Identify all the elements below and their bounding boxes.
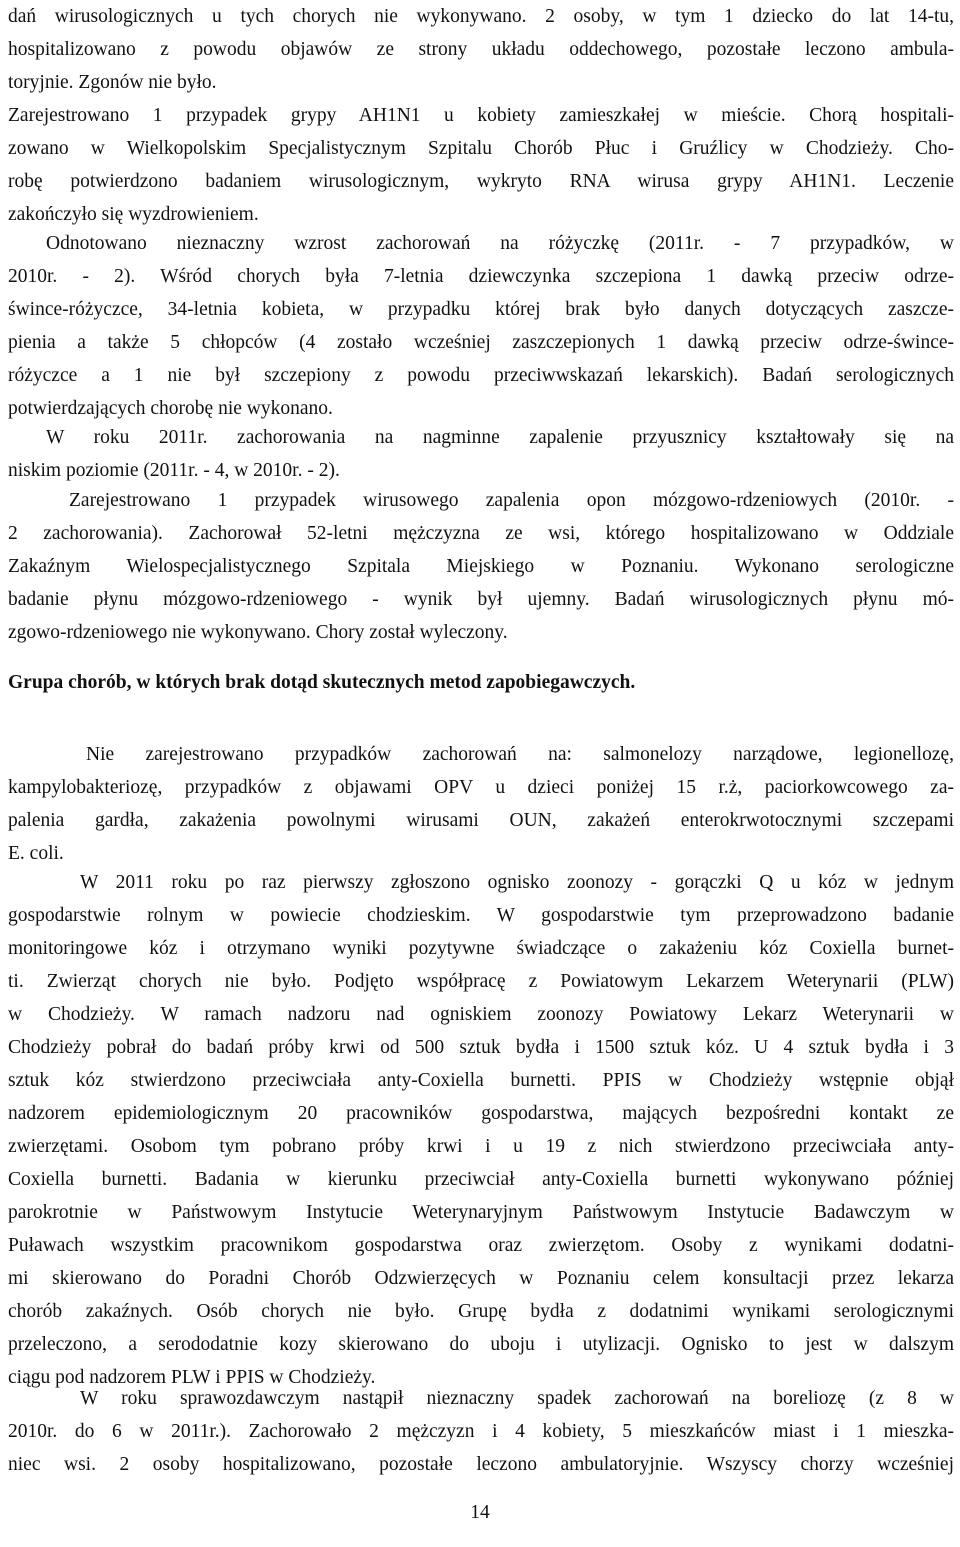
text-line: W roku sprawozdawczym nastąpił nieznaczny spadek zachorowań na boreliozę (z 8 w bbox=[80, 1388, 954, 1409]
text-line: mi skierowano do Poradni Chorób Odzwierzęcych w Poznaniu celem konsultacji przez lekarza bbox=[8, 1268, 954, 1289]
text-line: śwince-różyczce, 34-letnia kobieta, w przypadku której brak było danych dotyczących zaszcze- bbox=[8, 299, 954, 320]
text-line: zwierzętami. Osobom tym pobrano próby krwi i u 19 z nich stwierdzono przeciwciała anty- bbox=[8, 1136, 954, 1157]
section-heading: Grupa chorób, w których brak dotąd skutecznych metod zapobiegawczych. bbox=[8, 672, 636, 693]
text-line: 2 zachorowania). Zachorował 52-letni mężczyzna ze wsi, którego hospitalizowano w Oddziale bbox=[8, 523, 954, 544]
paragraph-swinka bbox=[8, 421, 954, 487]
text-line: pienia a także 5 chłopców (4 zostało wcześniej zaszczepionych 1 dawką przeciw odrze-śwince- bbox=[8, 332, 954, 353]
text-line: monitoringowe kóz i otrzymano wyniki pozytywne świadczące o zakażeniu kóz Coxiella burnet- bbox=[8, 938, 954, 959]
paragraph-brak-zachorowan bbox=[8, 738, 954, 870]
text-line: Zarejestrowano 1 przypadek grypy AH1N1 u kobiety zamieszkałej w mieście. Chorą hospitali- bbox=[8, 105, 954, 126]
text-line: Nie zarejestrowano przypadków zachorowań na: salmonelozy narządowe, legionellozę, bbox=[86, 744, 954, 765]
text-line: zakończyło się wyzdrowieniem. bbox=[8, 204, 259, 225]
text-line: W roku 2011r. zachorowania na nagminne zapalenie przyusznicy kształtowały się na bbox=[46, 427, 954, 448]
text-line: parokrotnie w Państwowym Instytucie Weterynaryjnym Państwowym Instytucie Badawczym w bbox=[8, 1202, 954, 1223]
text-line: zgowo-rdzeniowego nie wykonywano. Chory został wyleczony. bbox=[8, 622, 508, 643]
text-line: W 2011 roku po raz pierwszy zgłoszono ognisko zoonozy - gorączki Q u kóz w jednym bbox=[80, 872, 954, 893]
text-line: 2010r. do 6 w 2011r.). Zachorowało 2 mężczyzn i 4 kobiety, 5 mieszkańców miast i 1 mieszka- bbox=[8, 1421, 954, 1442]
paragraph-rozyczka bbox=[8, 227, 954, 425]
text-line: różyczce a 1 nie był szczepiony z powodu przeciwwskazań lekarskich). Badań serologicznych bbox=[8, 365, 954, 386]
text-line: chorób zakaźnych. Osób chorych nie było. Grupę bydła z dodatnimi wynikami serologicznymi bbox=[8, 1301, 954, 1322]
text-line: palenia gardła, zakażenia powolnymi wirusami OUN, zakażeń enterokrwotocznymi szczepami bbox=[8, 810, 954, 831]
text-line: niskim poziomie (2011r. - 4, w 2010r. - 2). bbox=[8, 460, 340, 481]
text-line: ciągu pod nadzorem PLW i PPIS w Chodzieży. bbox=[8, 1367, 376, 1388]
text-line: dań wirusologicznych u tych chorych nie wykonywano. 2 osoby, w tym 1 dziecko do lat 14-tu, bbox=[8, 6, 954, 27]
text-line: nadzorem epidemiologicznym 20 pracowników gospodarstwa, mających bezpośredni kontakt ze bbox=[8, 1103, 954, 1124]
text-line: Zakaźnym Wielospecjalistycznego Szpitala Miejskiego w Poznaniu. Wykonano serologiczne bbox=[8, 556, 954, 577]
text-line: zowano w Wielkopolskim Specjalistycznym Szpitalu Chorób Płuc i Gruźlicy w Chodzieży. Cho- bbox=[8, 138, 954, 159]
paragraph-continuation bbox=[8, 0, 954, 99]
text-line: hospitalizowano z powodu objawów ze strony układu oddechowego, pozostałe leczono ambula- bbox=[8, 39, 954, 60]
paragraph-grypa bbox=[8, 99, 954, 231]
paragraph-zapalenie-opon bbox=[8, 484, 954, 649]
text-line: w Chodzieży. W ramach nadzoru nad ogniskiem zoonozy Powiatowy Lekarz Weterynarii w bbox=[8, 1004, 954, 1025]
text-line: E. coli. bbox=[8, 843, 64, 864]
text-line: Zarejestrowano 1 przypadek wirusowego zapalenia opon mózgowo-rdzeniowych (2010r. - bbox=[69, 490, 954, 511]
text-line: sztuk kóz stwierdzono przeciwciała anty-Coxiella burnetti. PPIS w Chodzieży wstępnie objął bbox=[8, 1070, 954, 1091]
text-line: kampylobakteriozę, przypadków z objawami OPV u dzieci poniżej 15 r.ż, paciorkowcowego za- bbox=[8, 777, 954, 798]
text-line: 2010r. - 2). Wśród chorych była 7-letnia dziewczynka szczepiona 1 dawką przeciw odrze- bbox=[8, 266, 954, 287]
text-line: Puławach wszystkim pracownikom gospodarstwa oraz zwierzętom. Osoby z wynikami dodatni- bbox=[8, 1235, 954, 1256]
text-line: Odnotowano nieznaczny wzrost zachorowań na różyczkę (2011r. - 7 przypadków, w bbox=[46, 233, 954, 254]
text-line: toryjnie. Zgonów nie było. bbox=[8, 72, 217, 93]
text-line: przeleczono, a serododatnie kozy skierowano do uboju i utylizacji. Ognisko to jest w dalszym bbox=[8, 1334, 954, 1355]
text-line: ti. Zwierząt chorych nie było. Podjęto współpracę z Powiatowym Lekarzem Weterynarii (PLW) bbox=[8, 971, 954, 992]
text-line: Chodzieży pobrał do badań próby krwi od 500 sztuk bydła i 1500 sztuk kóz. U 4 sztuk bydła i 3 bbox=[8, 1037, 954, 1058]
page-number: 14 bbox=[470, 1502, 490, 1523]
text-line: badanie płynu mózgowo-rdzeniowego - wynik był ujemny. Badań wirusologicznych płynu mó- bbox=[8, 589, 954, 610]
text-line: niec wsi. 2 osoby hospitalizowano, pozostałe leczono ambulatoryjnie. Wszyscy chorzy wcześniej bbox=[8, 1454, 954, 1475]
paragraph-goraczka-q bbox=[8, 866, 954, 1394]
paragraph-borelioza bbox=[8, 1382, 954, 1481]
text-line: robę potwierdzono badaniem wirusologicznym, wykryto RNA wirusa grypy AH1N1. Leczenie bbox=[8, 171, 954, 192]
text-line: gospodarstwie rolnym w powiecie chodzieskim. W gospodarstwie tym przeprowadzono badanie bbox=[8, 905, 954, 926]
text-line: Coxiella burnetti. Badania w kierunku przeciwciał anty-Coxiella burnetti wykonywano później bbox=[8, 1169, 954, 1190]
text-line: potwierdzających chorobę nie wykonano. bbox=[8, 398, 333, 419]
